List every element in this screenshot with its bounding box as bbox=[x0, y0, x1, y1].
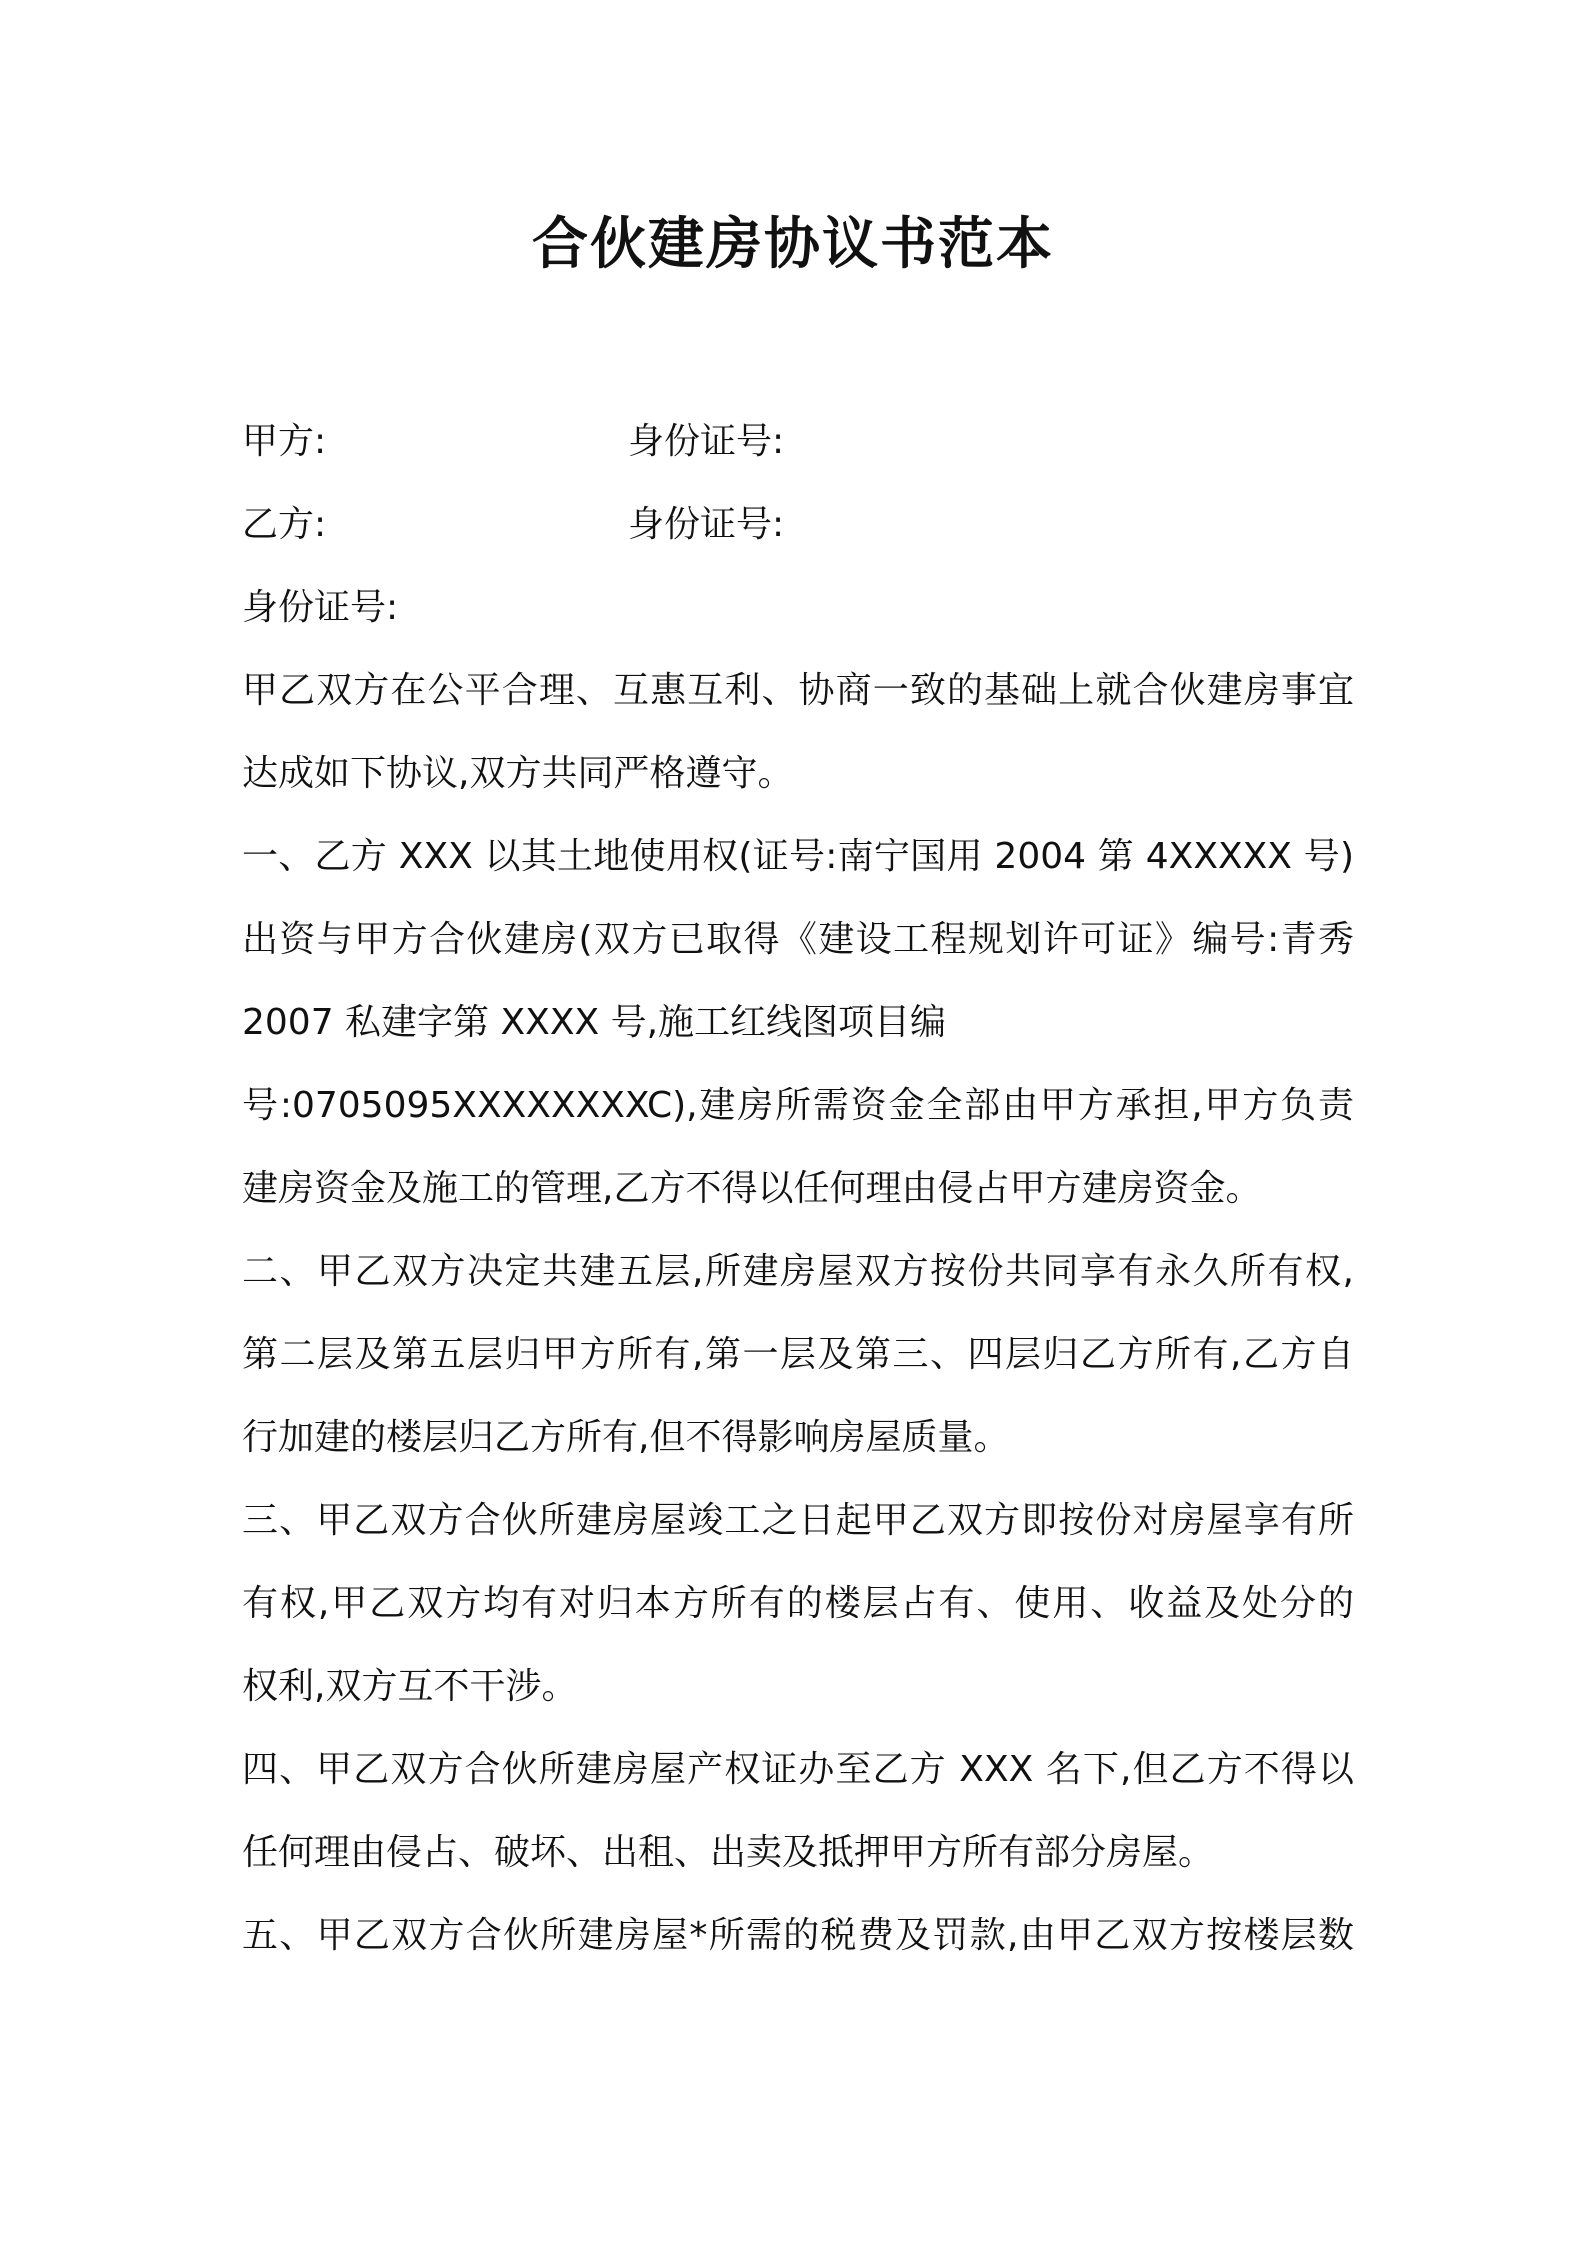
body-line: 建房资金及施工的管理,乙方不得以任何理由侵占甲方建房资金。 bbox=[242, 1168, 1262, 1209]
party-a-label: 甲方: bbox=[242, 421, 327, 462]
body-line: 一、乙方 XXX 以其土地使用权(证号:南宁国用 2004 第 4XXXXX 号) bbox=[242, 836, 1354, 877]
body-line: 五、甲乙双方合伙所建房屋*所需的税费及罚款,由甲乙双方按楼层数 bbox=[242, 1915, 1354, 1956]
body-line: 号:0705095XXXXXXXXC),建房所需资金全部由甲方承担,甲方负责 bbox=[242, 1085, 1354, 1126]
party-b-row bbox=[242, 483, 1354, 566]
document-title: 合伙建房协议书范本 bbox=[532, 212, 1054, 277]
body-line: 有权,甲乙双方均有对归本方所有的楼层占有、使用、收益及处分的 bbox=[242, 1583, 1354, 1624]
party-a-id-label: 身份证号: bbox=[628, 421, 785, 462]
body-line: 任何理由侵占、破坏、出租、出卖及抵押甲方所有部分房屋。 bbox=[242, 1832, 1215, 1873]
body-line: 行加建的楼层归乙方所有,但不得影响房屋质量。 bbox=[242, 1417, 1010, 1458]
body-line: 第二层及第五层归甲方所有,第一层及第三、四层归乙方所有,乙方自 bbox=[242, 1334, 1354, 1375]
id-number-line: 身份证号: bbox=[242, 587, 399, 628]
party-b-label: 乙方: bbox=[242, 504, 327, 545]
body-line: 四、甲乙双方合伙所建房屋产权证办至乙方 XXX 名下,但乙方不得以 bbox=[242, 1749, 1354, 1790]
body-line: 达成如下协议,双方共同严格遵守。 bbox=[242, 753, 794, 794]
party-b-id-label: 身份证号: bbox=[628, 504, 785, 545]
body-line: 2007 私建字第 XXXX 号,施工红线图项目编 bbox=[242, 1002, 947, 1043]
body-line: 甲乙双方在公平合理、互惠互利、协商一致的基础上就合伙建房事宜 bbox=[242, 670, 1354, 711]
party-a-row bbox=[242, 400, 1354, 483]
body-line: 二、甲乙双方决定共建五层,所建房屋双方按份共同享有永久所有权, bbox=[242, 1251, 1354, 1292]
body-line: 出资与甲方合伙建房(双方已取得《建设工程规划许可证》编号:青秀 bbox=[242, 919, 1354, 960]
body-line: 三、甲乙双方合伙所建房屋竣工之日起甲乙双方即按份对房屋享有所 bbox=[242, 1500, 1354, 1541]
body-line: 权利,双方互不干涉。 bbox=[242, 1666, 578, 1707]
document-body bbox=[242, 400, 1354, 1977]
